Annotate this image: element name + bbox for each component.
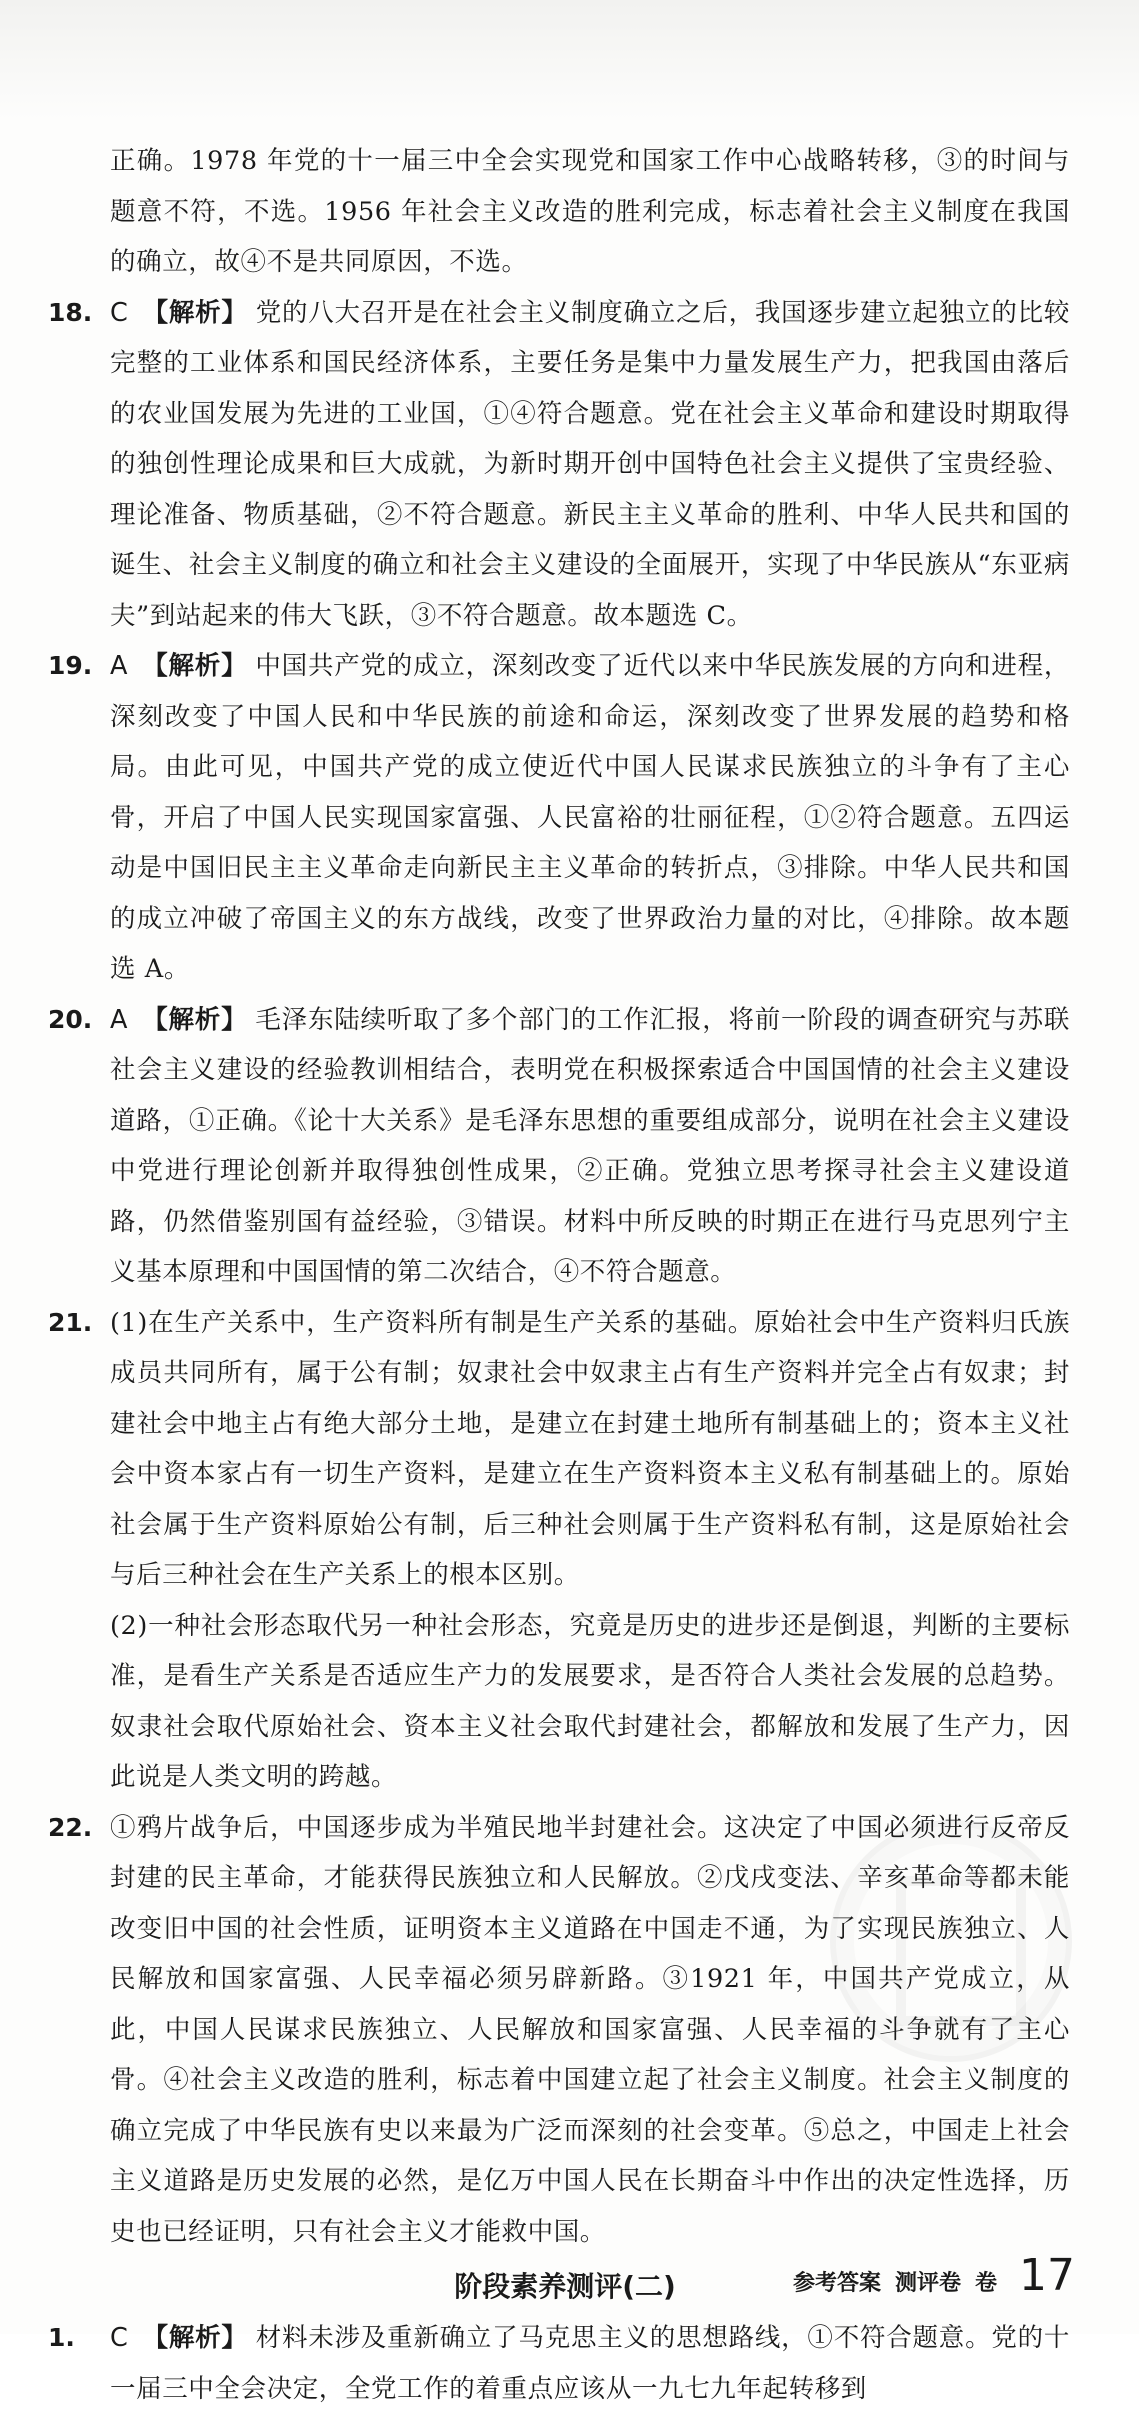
answer-letter: C: [110, 297, 129, 328]
answer-item-22: [48, 1803, 1070, 2258]
item-number: 1.: [48, 2323, 75, 2352]
item-number: 20.: [48, 1004, 93, 1034]
answer-item-21: [48, 1298, 1070, 1803]
item-number: 18.: [48, 297, 93, 327]
page-footer: [793, 2250, 1075, 2301]
analysis-tag: 【解析】: [142, 651, 248, 681]
intro-paragraph: 正确。1978 年党的十一届三中全会实现党和国家工作中心战略转移，③的时间与题意不符，不选。1956 年社会主义改造的胜利完成，标志着社会主义制度在我国的确立，故④不是共同原因，不选。: [110, 146, 1070, 277]
page-number: 17: [1019, 2250, 1075, 2301]
item-21-part-1: (1)在生产关系中，生产资料所有制是生产关系的基础。原始社会中生产资料归氏族成员共同所有，属于公有制；奴隶社会中奴隶主占有生产资料并完全占有奴隶；封建社会中地主占有绝大部分土地，是建立在封建土地所有制基础上的；资本主义社会中资本家占有一切生产资料，是建立在生产资料资本主义私有制基础上的。原始社会属于生产资料原始公有制，后三种社会则属于生产资料私有制，这是原始社会与后三种社会在生产关系上的根本区别。: [110, 1307, 1070, 1590]
answer-item-1: [48, 2313, 1070, 2414]
item-text-block: [110, 995, 1070, 1298]
answer-letter: A: [110, 1004, 129, 1035]
item-number: 21.: [48, 1307, 93, 1337]
item-text-block: [110, 288, 1070, 642]
answer-item-20: [48, 995, 1070, 1298]
item-number: 22.: [48, 1812, 93, 1842]
analysis-tag: 【解析】: [142, 297, 248, 328]
footer-label-answers: 参考答案: [792, 2271, 881, 2296]
analysis-text: 中国共产党的成立，深刻改变了近代以来中华民族发展的方向和进程，深刻改变了中国人民和中华民族的前途和命运，深刻改变了世界发展的趋势和格局。由此可见，中国共产党的成立使近代中国人民谋求民族独立的斗争有了主心骨，开启了中国人民实现国家富强、人民富裕的壮丽征程，①②符合题意。五四运动是中国旧民主主义革命走向新民主主义革命的转折点，③排除。中华人民共和国的成立冲破了帝国主义的东方战线，改变了世界政治力量的对比，④排除。故本题选 A。: [110, 651, 1070, 984]
analysis-text: 党的八大召开是在社会主义制度确立之后，我国逐步建立起独立的比较完整的工业体系和国民经济体系，主要任务是集中力量发展生产力，把我国由落后的农业国发展为先进的工业国，①④符合题意。党在社会主义革命和建设时期取得的独创性理论成果和巨大成就，为新时期开创中国特色社会主义提供了宝贵经验、理论准备、物质基础，②不符合题意。新民主主义革命的胜利、中华人民共和国的诞生、社会主义制度的确立和社会主义建设的全面展开，实现了中华民族从“东亚病夫”到站起来的伟大飞跃，③不符合题意。故本题选 C。: [110, 297, 1070, 631]
answer-item-18: [48, 288, 1070, 642]
item-text-block: [110, 641, 1070, 995]
section-title: 阶段素养测评(二): [454, 2270, 676, 2303]
answer-letter: A: [110, 651, 129, 681]
answer-letter: C: [110, 2323, 129, 2353]
analysis-text: 毛泽东陆续听取了多个部门的工作汇报，将前一阶段的调查研究与苏联社会主义建设的经验教训相结合，表明党在积极探索适合中国国情的社会主义建设道路，①正确。《论十大关系》是毛泽东思想的重要组成部分，说明在社会主义建设中党进行理论创新并取得独创性成果，②正确。党独立思考探寻社会主义建设道路，仍然借鉴别国有益经验，③错误。材料中所反映的时期正在进行马克思列宁主义基本原理和中国国情的第二次结合，④不符合题意。: [110, 1004, 1070, 1287]
analysis-tag: 【解析】: [142, 2323, 248, 2353]
item-text-block: [110, 2313, 1070, 2414]
item-22-text: ①鸦片战争后，中国逐步成为半殖民地半封建社会。这决定了中国必须进行反帝反封建的民主革命，才能获得民族独立和人民解放。②戊戌变法、辛亥革命等都未能改变旧中国的社会性质，证明资本主义道路在中国走不通，为了实现民族独立、人民解放和国家富强、人民幸福必须另辟新路。③1921 年，中国共产党成立，从此，中国人民谋求民族独立、人民解放和国家富强、人民幸福的斗争就有了主心骨。④社会主义改造的胜利，标志着中国建立起了社会主义制度。社会主义制度的确立完成了中华民族有史以来最为广泛而深刻的社会变革。⑤总之，中国走上社会主义道路是历史发展的必然，是亿万中国人民在长期奋斗中作出的决定性选择，历史也已经证明，只有社会主义才能救中国。: [110, 1812, 1070, 2247]
analysis-text: 材料未涉及重新确立了马克思主义的思想路线，①不符合题意。党的十一届三中全会决定，全党工作的着重点应该从一九七九年起转移到: [110, 2323, 1070, 2404]
item-21-part-2: (2)一种社会形态取代另一种社会形态，究竟是历史的进步还是倒退，判断的主要标准，是看生产关系是否适应生产力的发展要求，是否符合人类社会发展的总趋势。奴隶社会取代原始社会、资本主义社会取代封建社会，都解放和发展了生产力，因此说是人类文明的跨越。: [110, 1610, 1070, 1792]
item-number: 19.: [48, 651, 93, 680]
scan-shadow: [0, 0, 1139, 120]
footer-label-tests: 测评卷: [894, 2271, 961, 2296]
answer-content: [48, 136, 1070, 2414]
footer-label-volume: 卷: [974, 2271, 997, 2296]
analysis-tag: 【解析】: [142, 1004, 248, 1035]
answer-item-19: [48, 641, 1070, 995]
